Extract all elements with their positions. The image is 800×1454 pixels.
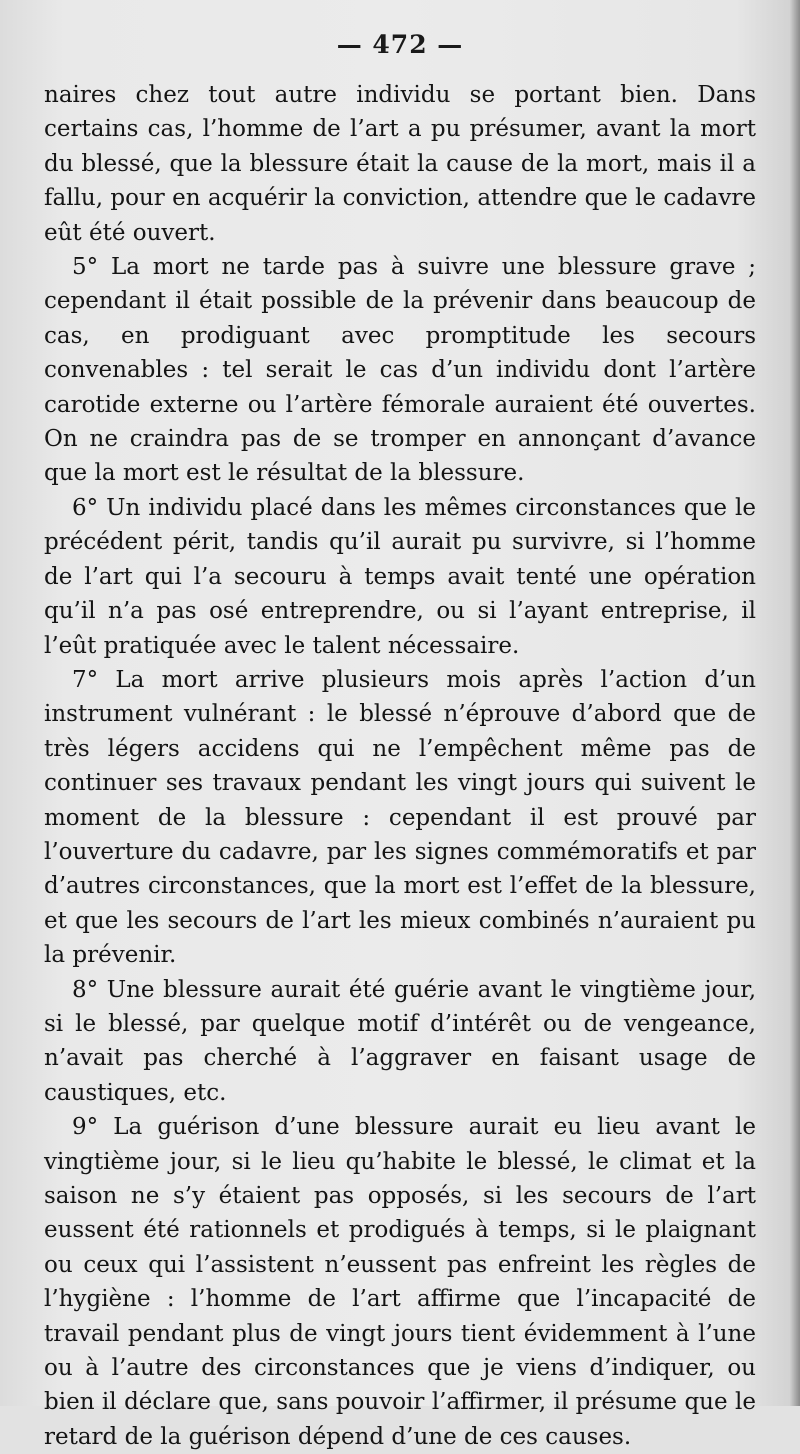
paragraph-item-7: 7° La mort arrive plusieurs mois après l’action d’un instrument vulnérant : le blessé n’éprouve d’abord que de très légers accidens qui ne l’empêchent même pas de continuer ses travaux pendant les vingt jours qui suivent le moment de la blessure : cependant il est prouvé par l’ouverture du cadavre, par les signes commémoratifs et par d’autres circonstances, que la mort est l’effet de la blessure, et que les secours de l’art les mieux combinés n’auraient pu la prévenir. bbox=[44, 666, 756, 969]
paragraph-item-6: 6° Un individu placé dans les mêmes circonstances que le précédent périt, tandis qu’il aurait pu survivre, si l’homme de l’art qui l’a secouru à temps avait tenté une opération qu’il n’a pas osé entreprendre, ou si l’ayant entreprise, il l’eût pratiquée avec le talent nécessaire. bbox=[44, 494, 756, 659]
page-edge bbox=[790, 0, 800, 1406]
body-text bbox=[44, 78, 756, 1454]
page-number: — 472 — bbox=[336, 30, 464, 59]
paragraph-item-5: 5° La mort ne tarde pas à suivre une blessure grave ; cependant il était possible de la prévenir dans beaucoup de cas, en prodiguant avec promptitude les secours convenables : tel serait le cas d’un individu dont l’artère carotide externe ou l’artère fémorale auraient été ouvertes. On ne craindra pas de se tromper en annonçant d’avance que la mort est le résultat de la blessure. bbox=[44, 254, 756, 487]
paragraph-item-8: 8° Une blessure aurait été guérie avant le vingtième jour, si le blessé, par quelque motif d’intérêt ou de vengeance, n’avait pas cherché à l’aggraver en faisant usage de caustiques, etc. bbox=[44, 976, 756, 1106]
paragraph-item-9: 9° La guérison d’une blessure aurait eu lieu avant le vingtième jour, si le lieu qu’habite le blessé, le climat et la saison ne s’y étaient pas opposés, si les secours de l’art eussent été rationnels et prodigués à temps, si le plaignant ou ceux qui l’assistent n’eussent pas enfreint les règles de l’hygiène : l’homme de l’art affirme que l’incapacité de travail pendant plus de vingt jours tient évidemment à l’une ou à l’autre des circonstances que je viens d’indiquer, ou bien il déclare que, sans pouvoir l’affirmer, il présume que le retard de la guérison dépend d’une de ces causes. bbox=[44, 1114, 756, 1450]
paragraph-continued: naires chez tout autre individu se portant bien. Dans certains cas, l’homme de l’art a pu présumer, avant la mort du blessé, que la blessure était la cause de la mort, mais il a fallu, pour en acquérir la conviction, attendre que le cadavre eût été ouvert. bbox=[44, 82, 756, 246]
